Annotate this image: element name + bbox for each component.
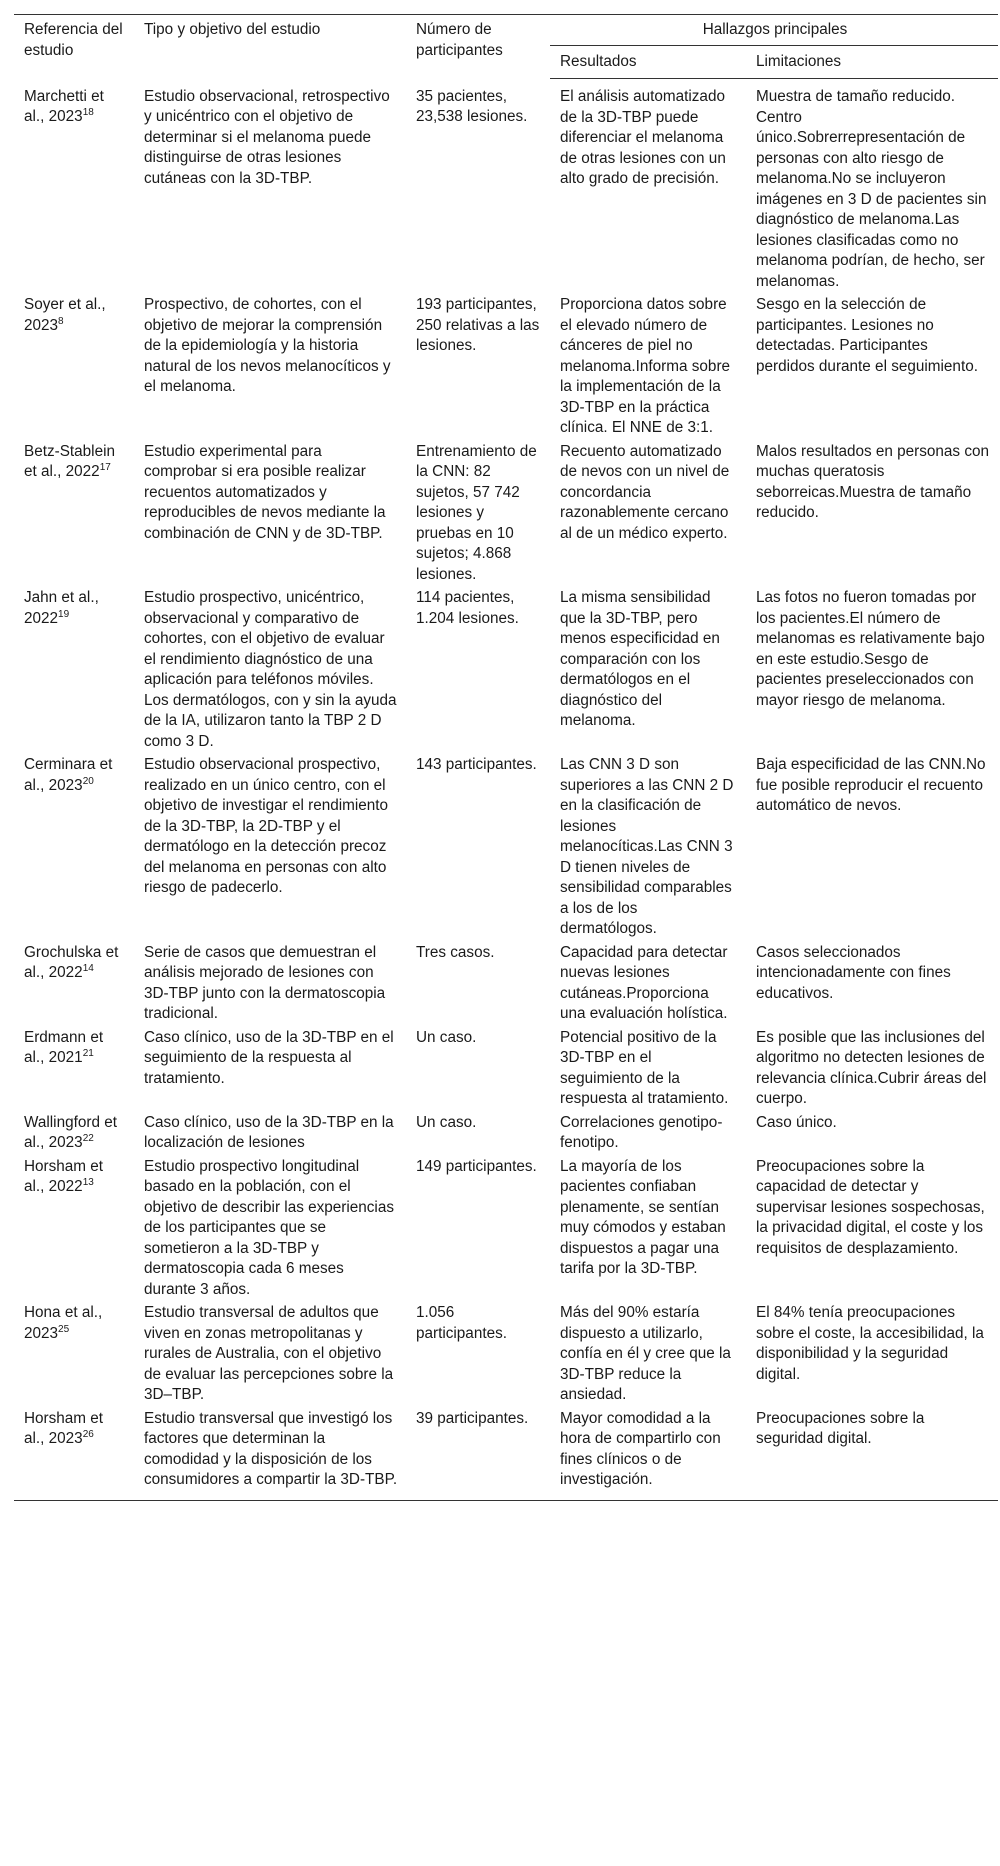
citation-number: 26 [82,1429,94,1440]
table-row [14,1302,998,1408]
ref-cell [14,441,134,588]
limitations-cell: Casos seleccionados intencionadamente con fines educativos. [756,943,951,1002]
limitations-cell: Las fotos no fueron tomadas por los pacientes.El número de melanomas es relativamente bajo en este estudio.Sesgo de pacientes preseleccionados con mayor riesgo de melanoma. [756,589,985,709]
citation-number: 8 [58,315,64,327]
author: Hona et al., 2023 [24,1304,103,1342]
results-cell: Más del 90% estaría dispuesto a utilizarlo, confía en él y cree que la 3D-TBP reduce la ansiedad. [560,1304,731,1403]
author: Jahn et al., 2022 [24,589,99,627]
table-row [14,79,998,295]
participants-cell: Tres casos. [416,943,495,961]
results-cell: Correlaciones genotipo-fenotipo. [560,1113,723,1151]
limitations-cell: Baja especificidad de las CNN.No fue posible reproducir el recuento automático de nevos. [756,756,986,814]
type-cell: Prospectivo, de cohortes, con el objetivo de mejorar la comprensión de la epidemiología y la historia natural de los nevos melanocíticos y el melanoma. [144,296,391,395]
type-cell: Caso clínico, uso de la 3D-TBP en el seguimiento de la respuesta al tratamiento. [144,1028,394,1087]
ref-cell [14,1027,134,1112]
participants-cell: 35 pacientes, 23,538 lesiones. [416,87,528,125]
participants-cell: 149 participantes. [416,1157,537,1175]
ref-cell [14,1112,134,1156]
type-cell: Estudio transversal que investigó los factores que determinan la comodidad y la disposición de los consumidores a compartir la 3D-TBP. [134,1408,406,1501]
table-header [14,15,998,79]
table-row [14,754,998,942]
citation-number: 22 [82,1133,94,1144]
author: Erdmann et al., 2021 [24,1028,104,1066]
author: Marchetti et al., 2023 [24,87,104,125]
ref-cell [14,294,134,441]
participants-cell: 39 participantes. [406,1408,550,1501]
limitations-cell: Preocupaciones sobre la seguridad digital. [746,1408,998,1501]
citation-number: 14 [82,963,94,974]
header-participants: Número de participantes [406,15,550,79]
table-row [14,1156,998,1303]
table-row [14,942,998,1027]
citation-number: 20 [82,775,94,787]
type-cell: Estudio prospectivo longitudinal basado en la población, con el objetivo de describir las experiencias de los participantes que se sometieron a la 3D-TBP y dermatoscopia cada 6 meses durante 3 años. [144,1157,394,1298]
header-results: Resultados [550,45,746,79]
citation-number: 25 [58,1323,70,1335]
ref-cell [14,79,134,295]
ref-cell [14,942,134,1027]
participants-cell: 143 participantes. [416,756,537,773]
author: Soyer et al., 2023 [24,296,106,334]
type-cell: Estudio observacional, retrospectivo y unicéntrico con el objetivo de determinar si el melanoma puede distinguirse de otras lesiones cutáneas con la 3D-TBP. [144,87,390,187]
results-cell: Las CNN 3 D son superiores a las CNN 2 D en la clasificación de lesiones melanocíticas.Las CNN 3 D tienen niveles de sensibilidad comparables a los de los dermatólogos. [560,756,734,937]
results-cell: La misma sensibilidad que la 3D-TBP, pero menos especificidad en comparación con los dermatólogos en el diagnóstico del melanoma. [560,589,720,729]
limitations-cell: Preocupaciones sobre la capacidad de detectar y supervisar lesiones sospechosas, la privacidad digital, el coste y los requisitos de desplazamiento. [756,1157,985,1257]
type-cell: Serie de casos que demuestran el análisis mejorado de lesiones con 3D-TBP junto con la dermatoscopia tradicional. [144,943,386,1022]
studies-table [14,14,998,1501]
limitations-cell: Muestra de tamaño reducido. Centro único.Sobrerrepresentación de personas con alto riesgo de melanoma.No se incluyeron imágenes en 3 D de pacientes sin diagnóstico de melanoma.Las lesiones clasificadas como no melanoma podrían, de hecho, ser melanomas. [756,88,987,290]
ref-cell [14,1156,134,1303]
table-row [14,441,998,588]
type-cell: Estudio transversal de adultos que viven en zonas metropolitanas y rurales de Australia, con el objetivo de evaluar las percepciones sobre la 3D–TBP. [144,1304,394,1403]
participants-cell: Entrenamiento de la CNN: 82 sujetos, 57 742 lesiones y pruebas en 10 sujetos; 4.868 lesiones. [416,442,537,583]
author: Cerminara et al., 2023 [24,756,113,794]
citation-number: 17 [99,462,111,473]
limitations-cell: Sesgo en la selección de participantes. Lesiones no detectadas. Participantes perdidos durante el seguimiento. [756,296,978,375]
results-cell: Recuento automatizado de nevos con un nivel de concordancia razonablemente cercano al de un médico experto. [560,442,730,542]
ref-cell [14,754,134,942]
ref-cell [14,587,134,754]
author: Grochulska et al., 2022 [24,943,119,981]
table-body [14,79,998,1501]
limitations-cell: Es posible que las inclusiones del algoritmo no detecten lesiones de relevancia clínica.Cubrir áreas del cuerpo. [756,1028,987,1107]
type-cell: Caso clínico, uso de la 3D-TBP en la localización de lesiones [144,1113,394,1151]
header-ref: Referencia del estudio [14,15,134,79]
participants-cell: 193 participantes, 250 relativas a las lesiones. [416,296,540,354]
participants-cell: Un caso. [416,1028,477,1046]
citation-number: 18 [82,107,94,118]
limitations-cell: El 84% tenía preocupaciones sobre el coste, la accesibilidad, la disponibilidad y la seguridad digital. [756,1304,984,1383]
citation-number: 13 [82,1177,94,1188]
header-type: Tipo y objetivo del estudio [134,15,406,79]
participants-cell: Un caso. [416,1113,477,1131]
author: Betz-Stablein et al., 2022 [24,442,115,480]
limitations-cell: Malos resultados en personas con muchas queratosis seborreicas.Muestra de tamaño reducido. [756,442,989,521]
ref-cell [14,1408,134,1501]
citation-number: 21 [82,1048,94,1059]
header-limitations: Limitaciones [746,45,998,79]
table-row [14,1027,998,1112]
ref-cell [14,1302,134,1408]
author: Horsham et al., 2022 [24,1157,104,1195]
results-cell: Potencial positivo de la 3D-TBP en el seguimiento de la respuesta al tratamiento. [560,1028,729,1107]
table-row [14,587,998,754]
results-cell: El análisis automatizado de la 3D-TBP puede diferenciar el melanoma de otras lesiones con un alto grado de precisión. [560,88,726,187]
type-cell: Estudio experimental para comprobar si era posible realizar recuentos automatizados y reproducibles de nevos mediante la combinación de CNN y de 3D-TBP. [144,442,386,542]
participants-cell: 114 pacientes, 1.204 lesiones. [416,589,519,627]
type-cell: Estudio prospectivo, unicéntrico, observacional y comparativo de cohortes, con el objetivo de evaluar el rendimiento diagnóstico de una aplicación para teléfonos móviles. Los dermatólogos, con y sin la ayuda de la IA, utilizaron tanto la TBP 2 D como 3 D. [144,589,397,750]
table-row [14,1112,998,1156]
author: Wallingford et al., 2023 [24,1113,117,1151]
results-cell: Proporciona datos sobre el elevado número de cánceres de piel no melanoma.Informa sobre la implementación de la 3D-TBP en la práctica clínica. El NNE de 3:1. [560,296,731,436]
table-row [14,1408,998,1501]
results-cell: Mayor comodidad a la hora de compartirlo con fines clínicos o de investigación. [550,1408,746,1501]
participants-cell: 1.056 participantes. [416,1304,507,1342]
header-findings: Hallazgos principales [550,15,998,46]
results-cell: Capacidad para detectar nuevas lesiones cutáneas.Proporciona una evaluación holística. [560,943,728,1022]
table-row [14,294,998,441]
limitations-cell: Caso único. [756,1113,837,1131]
author: Horsham et al., 2023 [24,1409,104,1447]
citation-number: 19 [58,608,70,620]
results-cell: La mayoría de los pacientes confiaban plenamente, se sentían muy cómodos y estaban dispuestos a pagar una tarifa por la 3D-TBP. [560,1157,726,1277]
type-cell: Estudio observacional prospectivo, realizado en un único centro, con el objetivo de investigar el rendimiento de la 3D-TBP, la 2D-TBP y el dermatólogo en la detección precoz del melanoma en personas con alto riesgo de padecerlo. [144,756,389,896]
